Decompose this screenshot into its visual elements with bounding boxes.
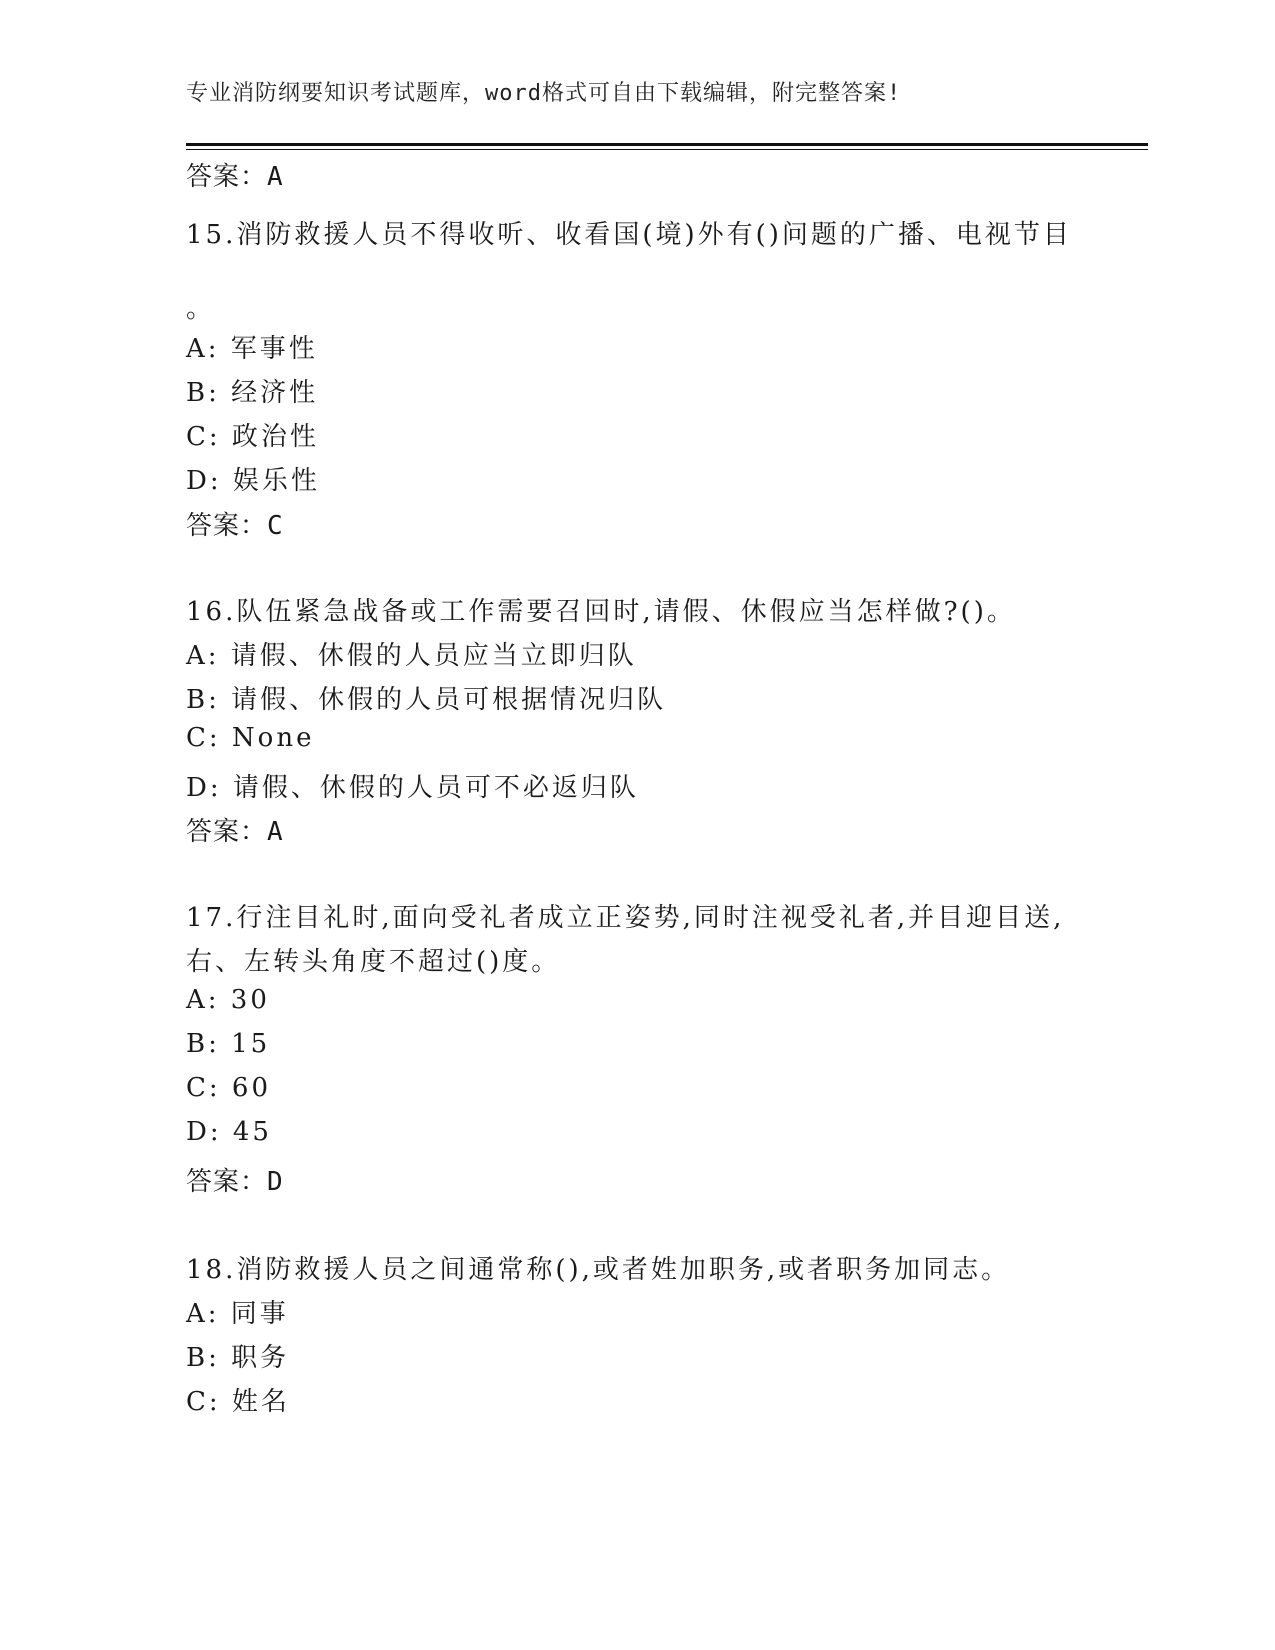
- question-15-option-a: A: 军事性: [186, 334, 318, 364]
- question-18-text: 18.消防救援人员之间通常称(),或者姓加职务,或者职务加同志。: [186, 1255, 1011, 1285]
- answer-label: 答案：: [186, 1167, 268, 1197]
- answer-prev: [186, 156, 284, 193]
- question-17-option-c: C: 60: [186, 1073, 272, 1103]
- question-17-text: 17.行注目礼时,面向受礼者成立正姿势,同时注视受礼者,并目迎目送,: [186, 903, 1065, 933]
- answer-value: C: [267, 511, 284, 541]
- question-16-option-c: C: None: [186, 723, 315, 753]
- question-17-option-a: A: 30: [186, 985, 270, 1015]
- answer-label: 答案：: [186, 511, 268, 541]
- answer-value: A: [267, 817, 284, 847]
- question-15-option-c: C: 政治性: [186, 422, 319, 452]
- question-15-answer: [186, 505, 284, 542]
- question-15-text: 15.消防救援人员不得收听、收看国(境)外有()问题的广播、电视节目: [186, 220, 1072, 250]
- header-rule-thin: [186, 149, 1148, 150]
- question-16-text: 16.队伍紧急战备或工作需要召回时,请假、休假应当怎样做?()。: [186, 597, 1016, 627]
- question-17-option-d: D: 45: [186, 1117, 272, 1147]
- answer-label: 答案：: [186, 162, 268, 192]
- answer-value: D: [267, 1167, 284, 1197]
- question-18-option-a: A: 同事: [186, 1299, 289, 1329]
- answer-label: 答案：: [186, 817, 268, 847]
- question-16-option-a: A: 请假、休假的人员应当立即归队: [186, 641, 637, 671]
- header-rule-thick: [186, 143, 1148, 146]
- question-16-answer: [186, 811, 284, 848]
- question-18-option-b: B: 职务: [186, 1343, 290, 1373]
- page-header: 专业消防纲要知识考试题库，word格式可自由下载编辑，附完整答案!: [186, 81, 902, 106]
- question-15-option-d: D: 娱乐性: [186, 466, 320, 496]
- question-15-option-b: B: 经济性: [186, 378, 319, 408]
- question-16-option-b: B: 请假、休假的人员可根据情况归队: [186, 685, 667, 715]
- answer-value: A: [267, 162, 284, 192]
- question-17-answer: [186, 1161, 284, 1198]
- question-17-text-cont: 右、左转头角度不超过()度。: [186, 947, 561, 977]
- question-17-option-b: B: 15: [186, 1029, 271, 1059]
- question-16-option-d: D: 请假、休假的人员可不必返归队: [186, 773, 639, 803]
- question-18-option-c: C: 姓名: [186, 1387, 290, 1417]
- question-15-text-cont: 。: [186, 294, 216, 324]
